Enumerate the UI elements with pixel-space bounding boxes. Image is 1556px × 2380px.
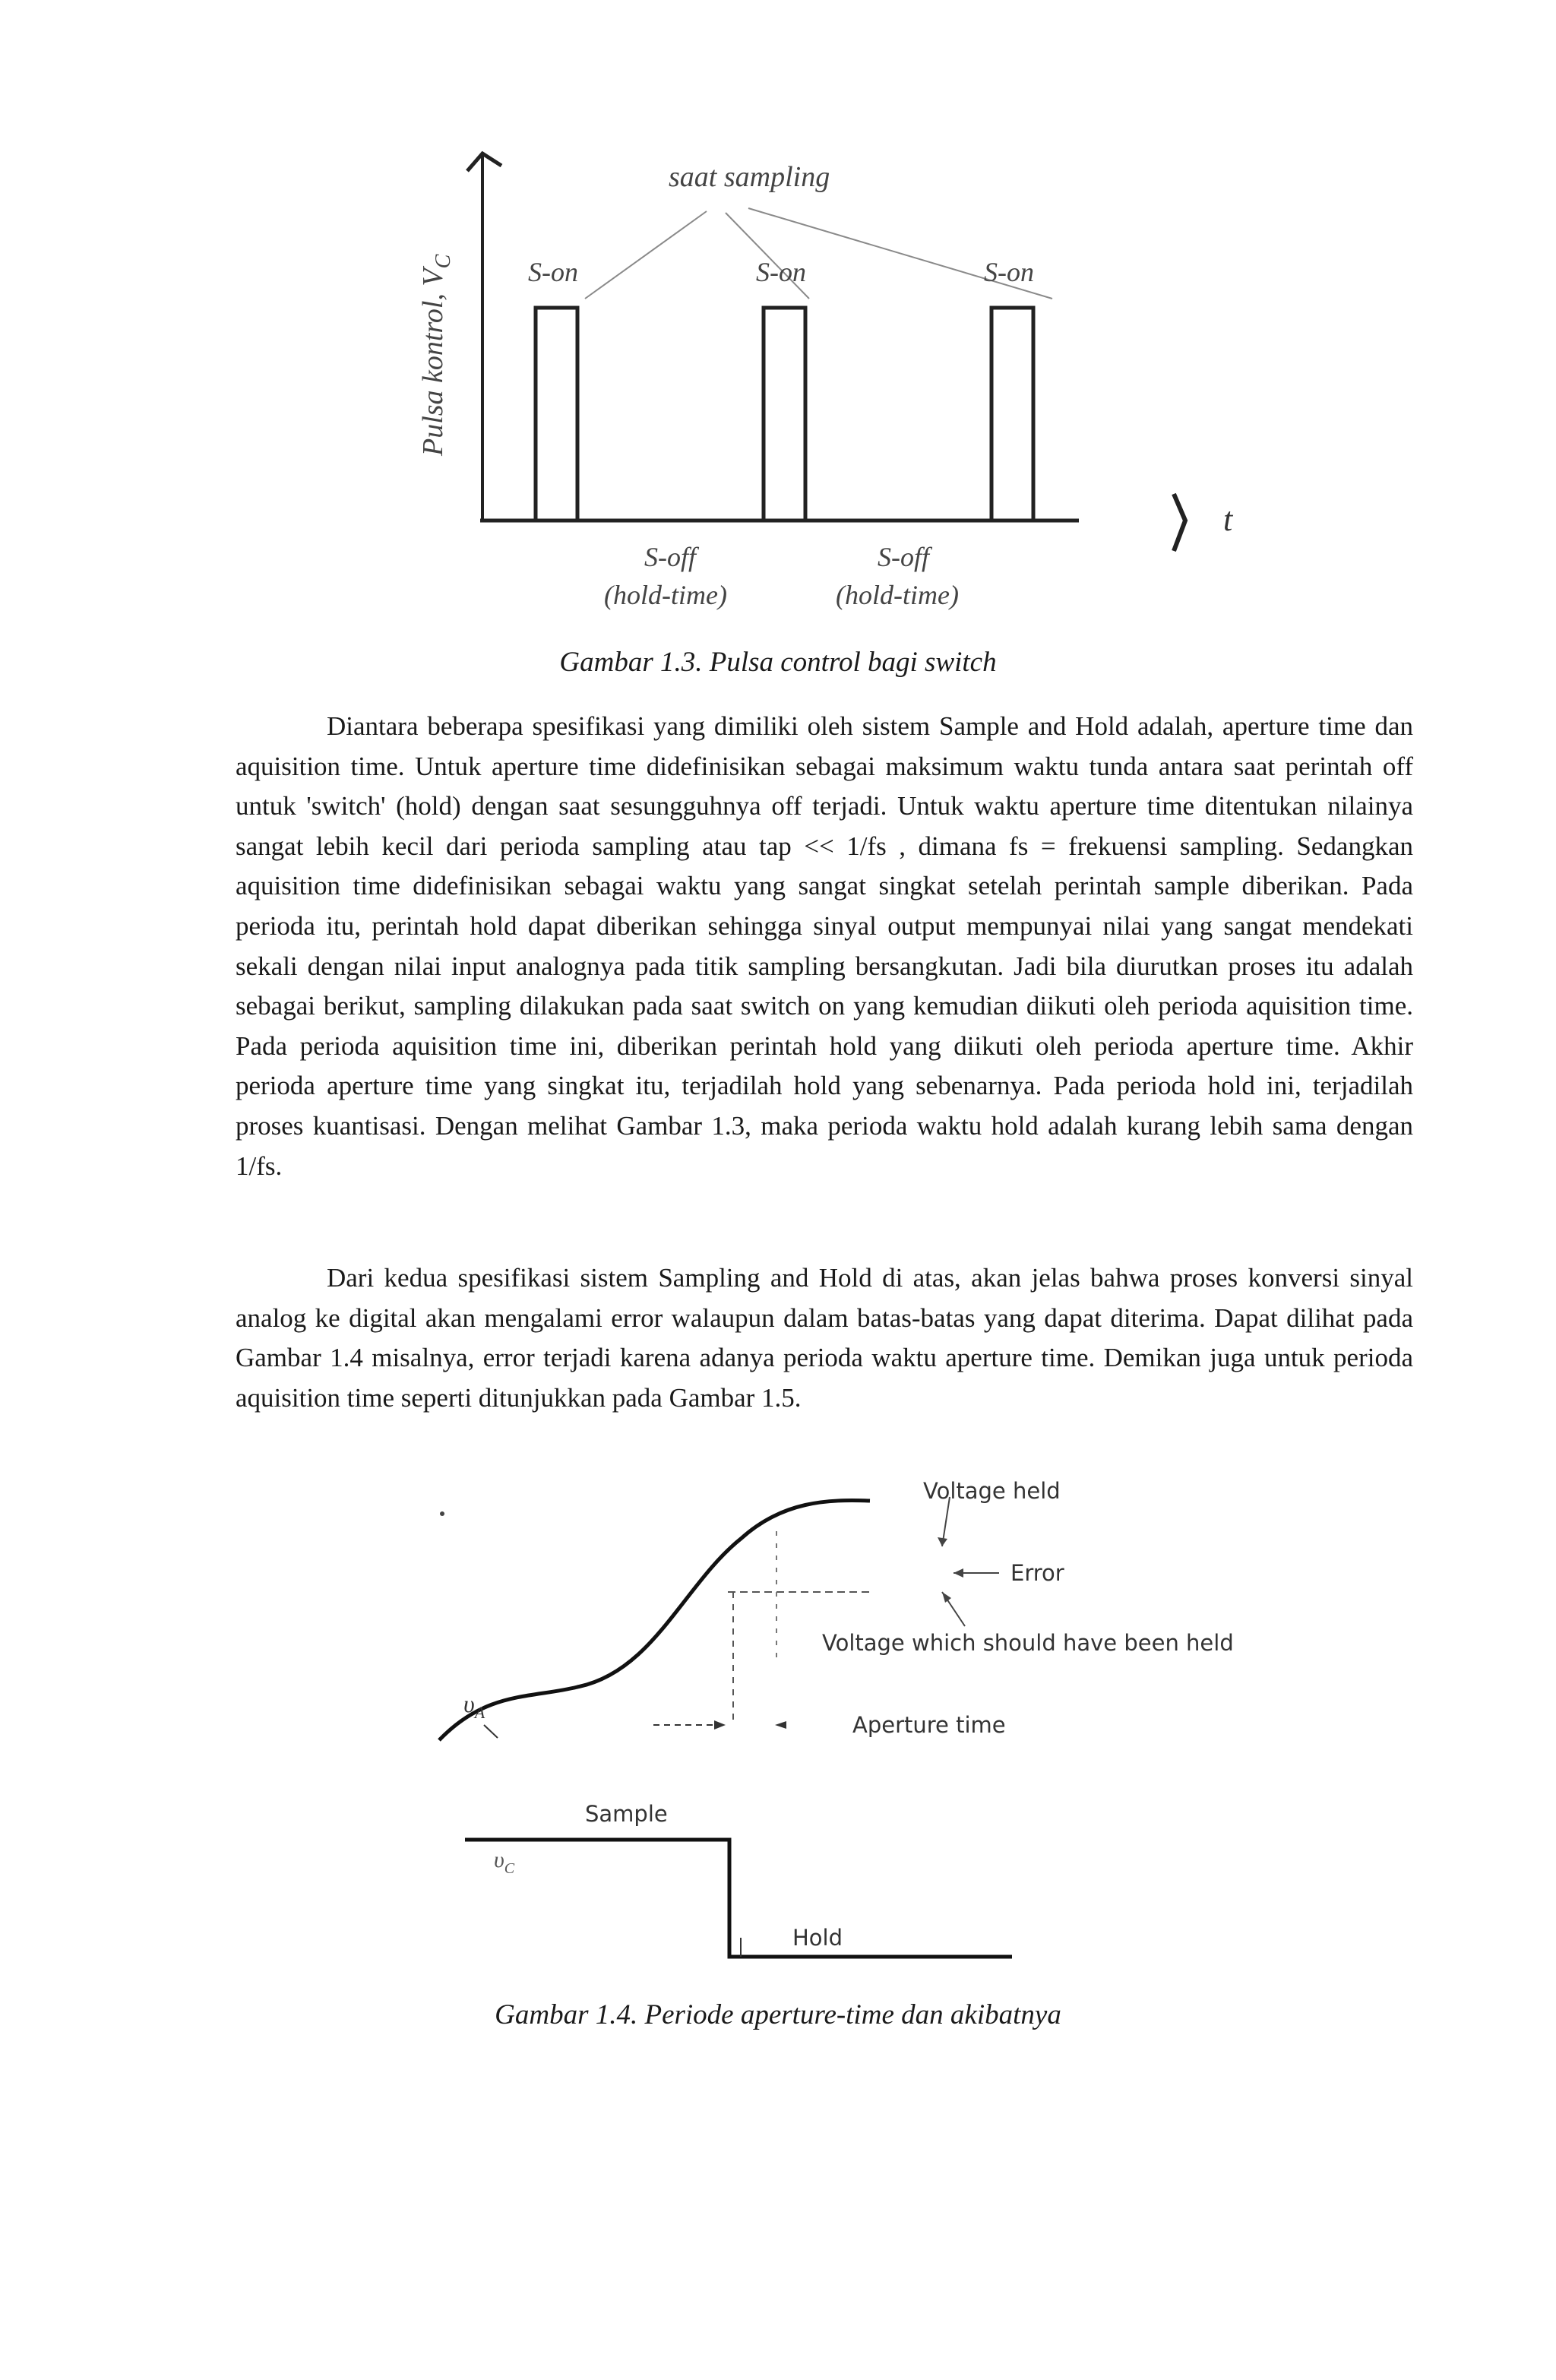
paragraph-2: Dari kedua spesifikasi sistem Sampling and Hold di atas, akan jelas bahwa proses konversi sinyal analog ke digital akan mengalami error walaupun dalam batas-batas yang dapat diterima. Dapat dilihat pada Gambar 1.4 misalnya, error terjadi karena adanya perioda waktu aperture time. Demikan juga untuk perioda aquisition time seperti ditunjukkan pada Gambar 1.5.	[236, 1263, 1413, 1413]
error-arrow-bottom	[942, 1592, 951, 1603]
y-axis-label-group	[417, 254, 455, 457]
error-arrow-top	[938, 1537, 947, 1546]
analog-signal-curve	[439, 1501, 870, 1740]
pulse-label-2: S-on	[756, 257, 806, 287]
off-label-1-line2: (hold-time)	[604, 580, 727, 610]
error-arrow-head	[954, 1568, 963, 1578]
figure-aperture-time	[0, 1470, 1556, 1987]
x-axis-arrow	[1174, 494, 1185, 551]
paragraph-1: Diantara beberapa spesifikasi yang dimiliki oleh sistem Sample and Hold adalah, aperture time dan aquisition time. Untuk aperture time didefinisikan sebagai maksimum waktu tunda antara saat perintah off untuk 'switch' (hold) dengan saat sesungguhnya off terjadi. Untuk waktu aperture time ditentukan nilainya sangat lebih kecil dari perioda sampling atau tap << 1/fs , dimana fs = frekuensi sampling. Sedangkan aquisition time didefinisikan sebagai waktu yang sangat singkat setelah perintah sample diberikan. Pada perioda itu, perintah hold dapat diberikan sehingga sinyal output mempunyai nilai yang sangat mendekati sekali dengan nilai input analognya pada titik sampling bersangkutan. Jadi bila diurutkan proses itu adalah sebagai berikut, sampling dilakukan pada saat switch on yang kemudian diikuti oleh perioda aquisition time. Pada perioda aquisition time ini, diberikan perintah hold yang diikuti oleh perioda aperture time. Akhir perioda aperture time yang singkat itu, terjadilah hold yang sebenarnya. Pada perioda hold ini, terjadilah proses kuantisasi. Dengan melihat Gambar 1.3, maka perioda waktu hold adalah kurang lebih sama dengan 1/fs.	[236, 711, 1413, 1181]
pulse-2	[764, 308, 805, 521]
label-va: $\upsilon_A$	[463, 1690, 485, 1722]
pulse-1	[536, 308, 577, 521]
y-axis-label: Pulsa kontrol, $V_C$	[417, 254, 455, 456]
label-voltage-held: Voltage held	[923, 1478, 1061, 1504]
off-label-1-line1: S-off	[644, 542, 696, 572]
control-signal-vc	[465, 1840, 1012, 1957]
label-sample: Sample	[585, 1801, 668, 1827]
annotation-saat-sampling: saat sampling	[669, 161, 830, 193]
off-label-2-line2: (hold-time)	[836, 580, 959, 610]
figure-pulse-control	[0, 114, 1556, 631]
figure2-caption: Gambar 1.4. Periode aperture-time dan akibatnya	[495, 1999, 1061, 2030]
label-error: Error	[1010, 1560, 1064, 1586]
aperture-arrow-head-left	[775, 1721, 786, 1729]
pointer-line-1	[585, 211, 707, 299]
pulse-3	[991, 308, 1033, 521]
label-aperture-time: Aperture time	[852, 1712, 1006, 1738]
stray-dot	[440, 1511, 444, 1516]
label-hold: Hold	[792, 1925, 843, 1951]
aperture-diagram	[0, 1470, 1556, 1987]
va-pointer	[484, 1725, 498, 1738]
y-axis-arrow	[467, 153, 501, 171]
figure1-caption: Gambar 1.3. Pulsa control bagi switch	[559, 647, 997, 678]
label-should-have-been-held: Voltage which should have been held	[822, 1630, 1234, 1656]
off-label-2-line1: S-off	[878, 542, 929, 572]
label-vc: $\upsilon_C$	[494, 1847, 515, 1877]
pulse-label-3: S-on	[984, 257, 1034, 287]
x-axis-label: t	[1223, 501, 1233, 538]
pulse-label-1: S-on	[528, 257, 578, 287]
pulse-diagram	[0, 114, 1556, 631]
aperture-arrow-head-right	[714, 1720, 726, 1730]
